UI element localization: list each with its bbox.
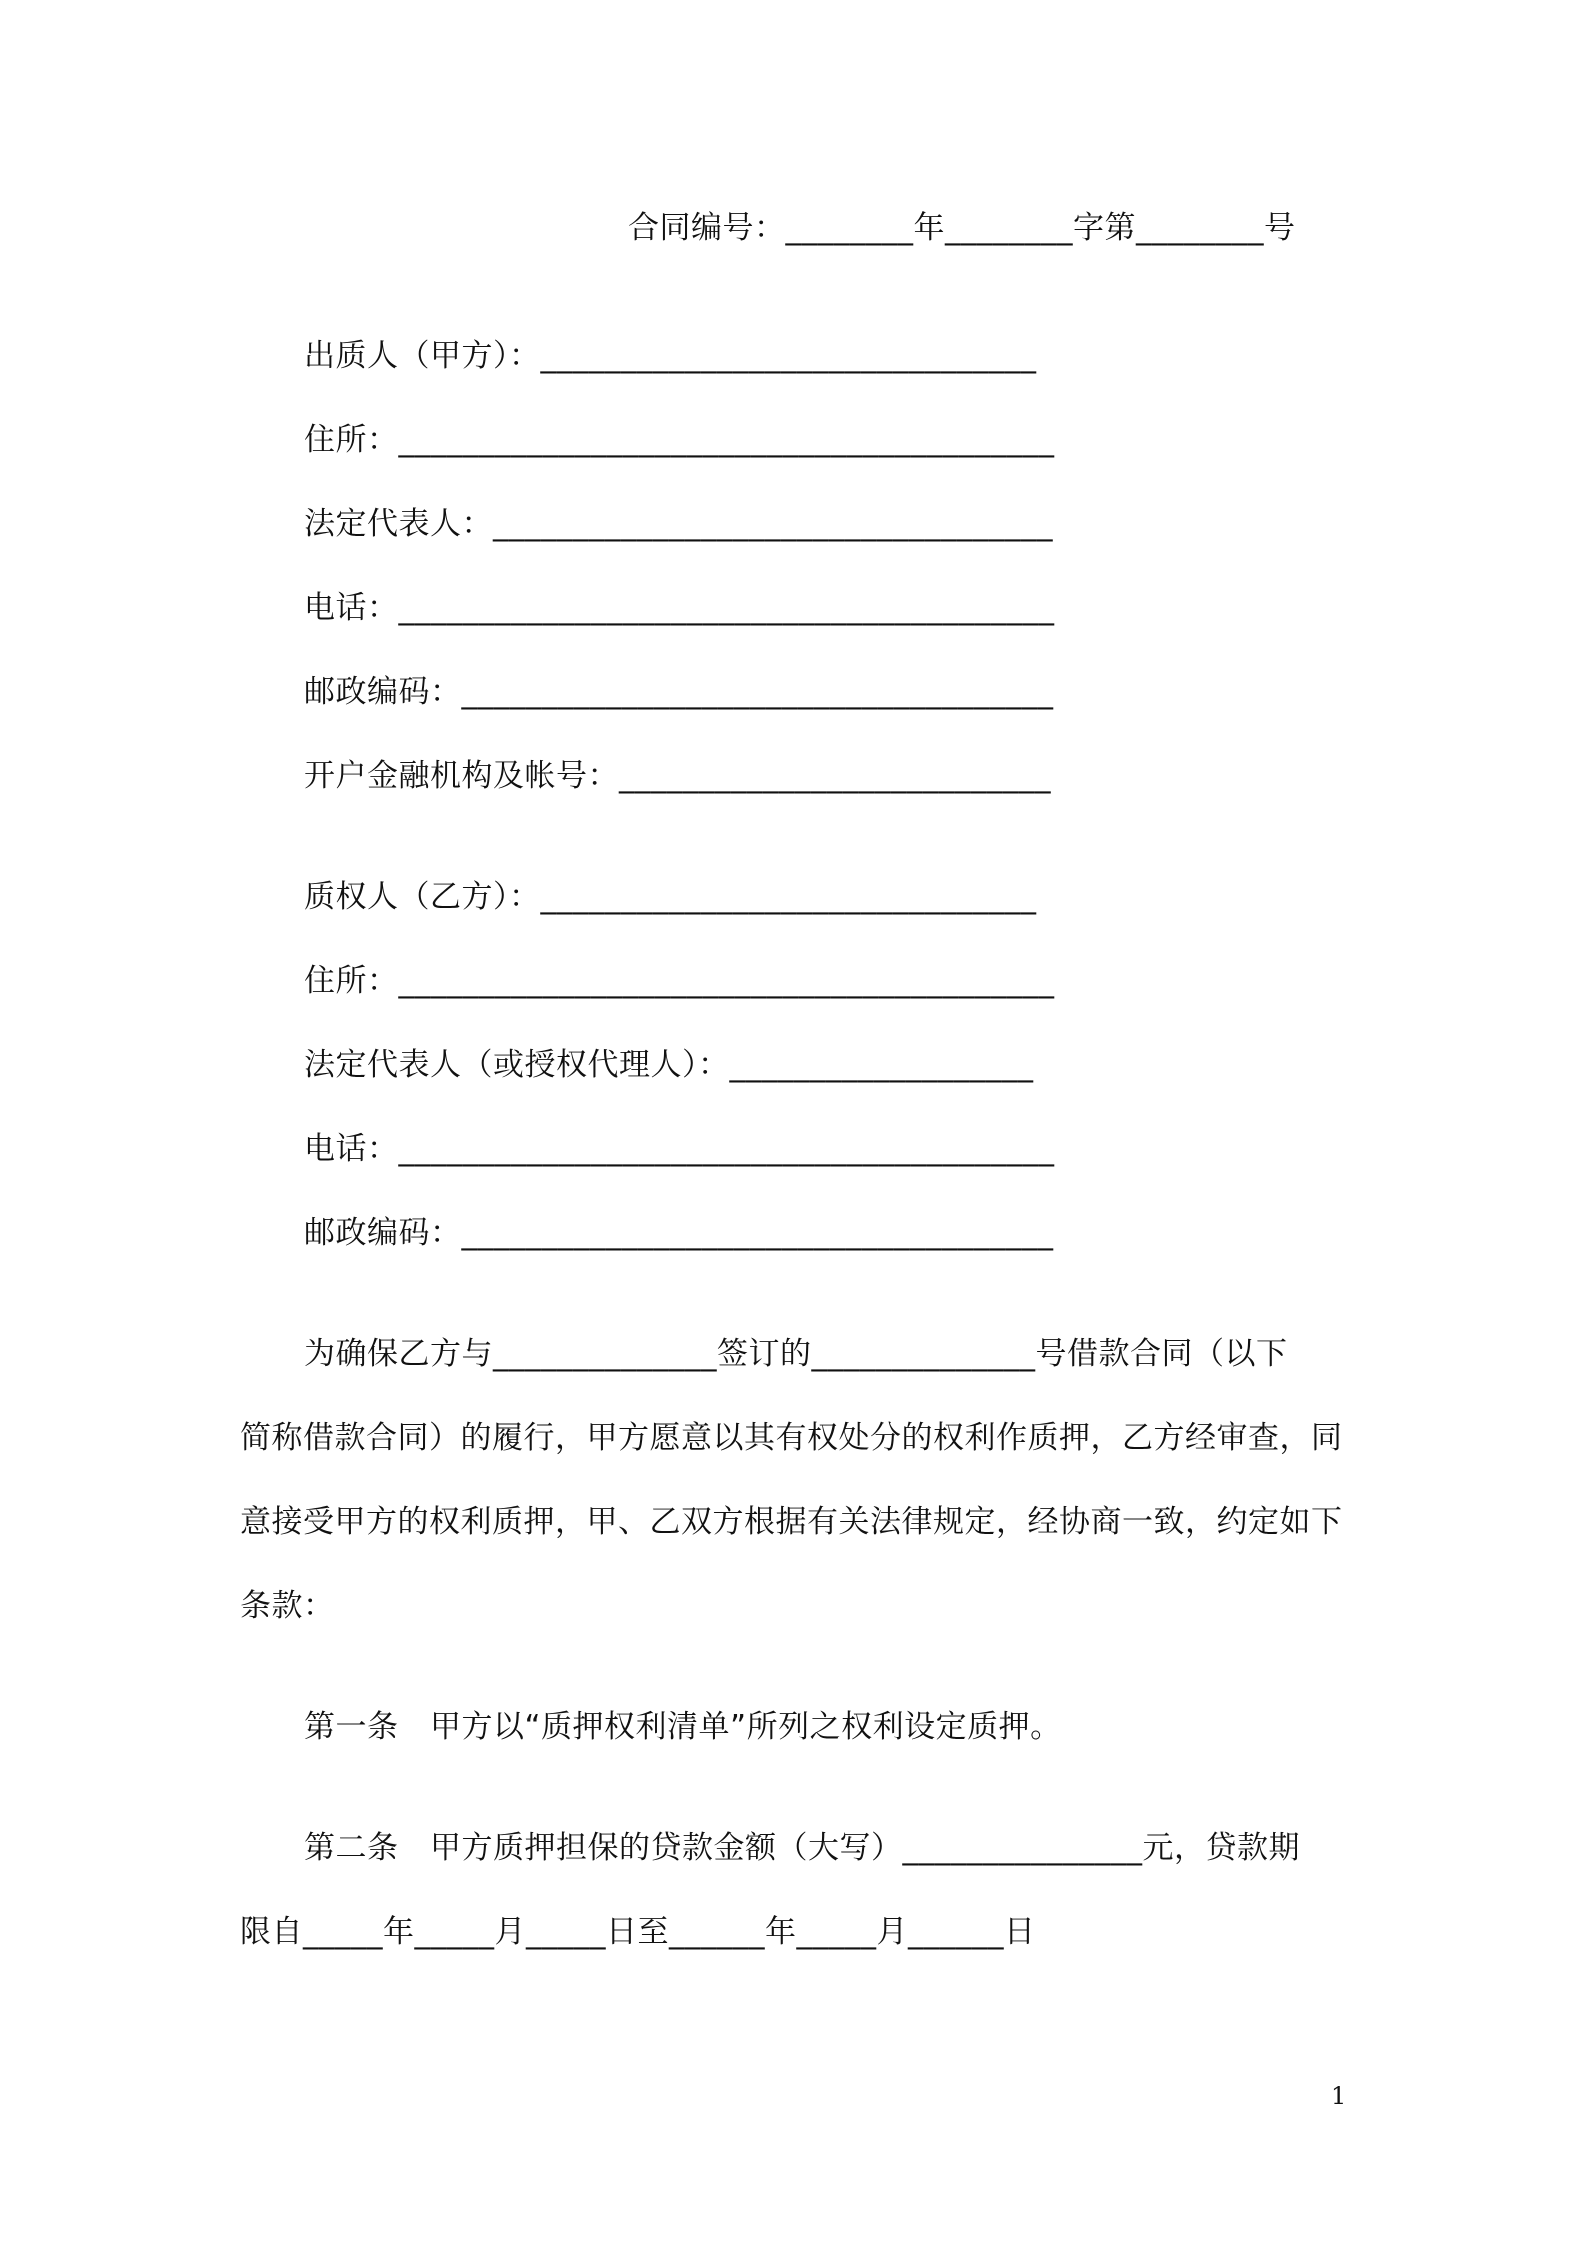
party-a-postal-code: 邮政编码：_____________________________________ bbox=[304, 674, 1054, 710]
party-b-title: 质权人（乙方）：_______________________________ bbox=[304, 879, 1037, 915]
party-b-address: 住所：_________________________________________ bbox=[304, 963, 1055, 999]
party-a-legal-rep: 法定代表人：___________________________________ bbox=[304, 506, 1053, 542]
page-number: 1 bbox=[1331, 2082, 1347, 2110]
preamble-line-3: 意接受甲方的权利质押，甲、乙双方根据有关法律规定，经协商一致，约定如下 bbox=[240, 1504, 1343, 1540]
party-a-phone: 电话：_________________________________________ bbox=[304, 590, 1055, 626]
preamble-line-1: 为确保乙方与______________签订的______________号借款合同（以下 bbox=[304, 1336, 1288, 1372]
article-1: 第一条 甲方以“质押权利清单”所列之权利设定质押。 bbox=[304, 1709, 1062, 1745]
party-a-address: 住所：_________________________________________ bbox=[304, 422, 1055, 458]
party-b-legal-rep: 法定代表人（或授权代理人）：___________________ bbox=[304, 1047, 1034, 1083]
contract-number-line: 合同编号：________年________字第________号 bbox=[628, 210, 1296, 246]
party-a-title: 出质人（甲方）：_______________________________ bbox=[304, 338, 1037, 374]
preamble-line-2: 简称借款合同）的履行，甲方愿意以其有权处分的权利作质押，乙方经审查，同 bbox=[240, 1420, 1343, 1456]
preamble-line-4: 条款： bbox=[240, 1588, 335, 1624]
party-b-phone: 电话：_________________________________________ bbox=[304, 1131, 1055, 1167]
article-2-line-1: 第二条 甲方质押担保的贷款金额（大写）_______________元，贷款期 bbox=[304, 1830, 1300, 1866]
article-2-line-2: 限自_____年_____月_____日至______年_____月______日 bbox=[240, 1914, 1036, 1950]
party-a-bank-account: 开户金融机构及帐号：___________________________ bbox=[304, 758, 1051, 794]
party-b-postal-code: 邮政编码：_____________________________________ bbox=[304, 1215, 1054, 1251]
